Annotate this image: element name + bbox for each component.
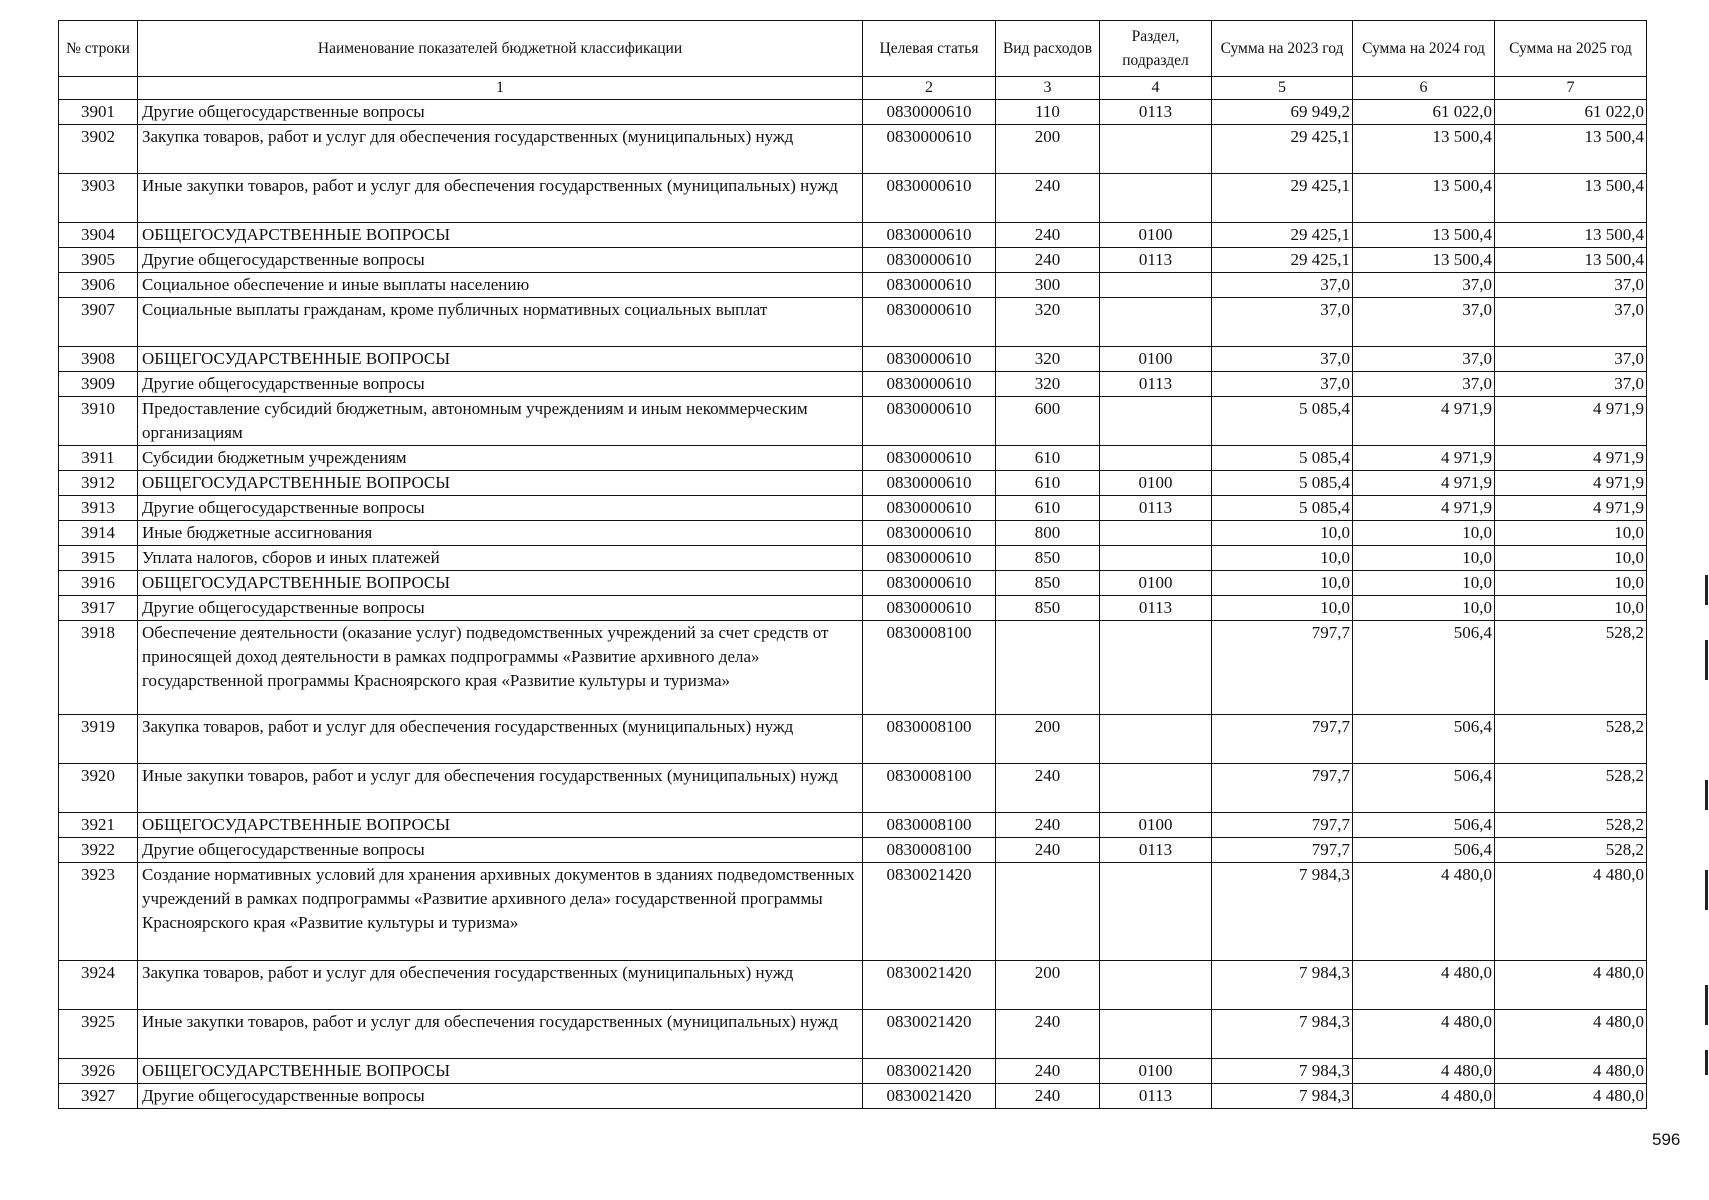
expense-type: 850 (996, 596, 1100, 621)
sum-2025: 10,0 (1495, 521, 1647, 546)
row-name: Предоставление субсидий бюджетным, автономным учреждениям и иным некоммерческим организациям (138, 397, 863, 446)
sum-2023: 37,0 (1212, 273, 1353, 298)
target-article: 0830000610 (863, 471, 996, 496)
row-name: ОБЩЕГОСУДАРСТВЕННЫЕ ВОПРОСЫ (138, 471, 863, 496)
sum-2023: 797,7 (1212, 838, 1353, 863)
table-row (59, 546, 1647, 571)
sum-2025: 13 500,4 (1495, 174, 1647, 223)
header-sum-2023: Сумма на 2023 год (1212, 21, 1353, 77)
table-row (59, 496, 1647, 521)
sum-2024: 506,4 (1353, 838, 1495, 863)
row-number: 3923 (59, 863, 138, 961)
table-body (59, 100, 1647, 1109)
table-row (59, 248, 1647, 273)
table-row (59, 100, 1647, 125)
section-code: 0113 (1100, 1084, 1212, 1109)
table-row (59, 596, 1647, 621)
section-code (1100, 1010, 1212, 1059)
row-name: Другие общегосударственные вопросы (138, 372, 863, 397)
sum-2025: 37,0 (1495, 372, 1647, 397)
column-number-row (59, 77, 1647, 100)
expense-type: 610 (996, 471, 1100, 496)
sum-2024: 10,0 (1353, 596, 1495, 621)
target-article: 0830008100 (863, 838, 996, 863)
sum-2024: 506,4 (1353, 764, 1495, 813)
expense-type (996, 863, 1100, 961)
expense-type: 320 (996, 372, 1100, 397)
expense-type: 110 (996, 100, 1100, 125)
header-row (59, 21, 1647, 77)
sum-2025: 61 022,0 (1495, 100, 1647, 125)
row-name: Субсидии бюджетным учреждениям (138, 446, 863, 471)
table-row (59, 715, 1647, 764)
section-code (1100, 397, 1212, 446)
row-name: Закупка товаров, работ и услуг для обеспечения государственных (муниципальных) нужд (138, 125, 863, 174)
sum-2024: 506,4 (1353, 621, 1495, 715)
header-row-number: № строки (59, 21, 138, 77)
target-article: 0830000610 (863, 125, 996, 174)
table-row (59, 621, 1647, 715)
target-article: 0830008100 (863, 813, 996, 838)
column-number: 3 (996, 77, 1100, 100)
row-number: 3922 (59, 838, 138, 863)
target-article: 0830000610 (863, 372, 996, 397)
row-number: 3907 (59, 298, 138, 347)
sum-2023: 29 425,1 (1212, 174, 1353, 223)
sum-2023: 10,0 (1212, 521, 1353, 546)
target-article: 0830021420 (863, 1084, 996, 1109)
sum-2023: 797,7 (1212, 715, 1353, 764)
target-article: 0830000610 (863, 496, 996, 521)
target-article: 0830021420 (863, 1010, 996, 1059)
scan-edge-mark (1705, 1050, 1708, 1075)
target-article: 0830000610 (863, 223, 996, 248)
row-number: 3910 (59, 397, 138, 446)
row-number: 3925 (59, 1010, 138, 1059)
section-code: 0113 (1100, 372, 1212, 397)
row-name: ОБЩЕГОСУДАРСТВЕННЫЕ ВОПРОСЫ (138, 347, 863, 372)
table-row (59, 1084, 1647, 1109)
sum-2025: 37,0 (1495, 347, 1647, 372)
target-article: 0830000610 (863, 596, 996, 621)
row-number: 3903 (59, 174, 138, 223)
sum-2023: 29 425,1 (1212, 223, 1353, 248)
row-name: Иные бюджетные ассигнования (138, 521, 863, 546)
expense-type: 200 (996, 125, 1100, 174)
sum-2025: 37,0 (1495, 273, 1647, 298)
row-number: 3926 (59, 1059, 138, 1084)
target-article: 0830021420 (863, 961, 996, 1010)
table-row (59, 471, 1647, 496)
row-name: Закупка товаров, работ и услуг для обеспечения государственных (муниципальных) нужд (138, 961, 863, 1010)
sum-2023: 10,0 (1212, 546, 1353, 571)
scan-edge-mark (1705, 640, 1708, 680)
row-name: ОБЩЕГОСУДАРСТВЕННЫЕ ВОПРОСЫ (138, 1059, 863, 1084)
section-code (1100, 125, 1212, 174)
sum-2025: 13 500,4 (1495, 125, 1647, 174)
sum-2025: 528,2 (1495, 813, 1647, 838)
row-number: 3904 (59, 223, 138, 248)
expense-type: 240 (996, 174, 1100, 223)
row-name: Создание нормативных условий для хранения архивных документов в зданиях подведомственных учреждений в рамках подпрограммы «Развитие архивного дела» государственной программы Красноярского края «Развитие культуры и туризма» (138, 863, 863, 961)
column-number: 4 (1100, 77, 1212, 100)
sum-2025: 10,0 (1495, 546, 1647, 571)
expense-type: 240 (996, 764, 1100, 813)
target-article: 0830000610 (863, 174, 996, 223)
header-indicator-name: Наименование показателей бюджетной классификации (138, 21, 863, 77)
target-article: 0830000610 (863, 100, 996, 125)
sum-2025: 4 480,0 (1495, 1010, 1647, 1059)
target-article: 0830000610 (863, 273, 996, 298)
section-code: 0113 (1100, 838, 1212, 863)
sum-2025: 4 971,9 (1495, 397, 1647, 446)
sum-2023: 7 984,3 (1212, 863, 1353, 961)
expense-type: 240 (996, 1059, 1100, 1084)
table-row (59, 838, 1647, 863)
target-article: 0830000610 (863, 347, 996, 372)
sum-2025: 10,0 (1495, 571, 1647, 596)
section-code (1100, 174, 1212, 223)
row-number: 3927 (59, 1084, 138, 1109)
row-number: 3902 (59, 125, 138, 174)
section-code: 0100 (1100, 471, 1212, 496)
target-article: 0830000610 (863, 248, 996, 273)
row-name: ОБЩЕГОСУДАРСТВЕННЫЕ ВОПРОСЫ (138, 223, 863, 248)
sum-2024: 13 500,4 (1353, 174, 1495, 223)
section-code (1100, 961, 1212, 1010)
section-code: 0100 (1100, 347, 1212, 372)
table-row (59, 1010, 1647, 1059)
sum-2023: 69 949,2 (1212, 100, 1353, 125)
sum-2024: 4 971,9 (1353, 471, 1495, 496)
sum-2024: 37,0 (1353, 298, 1495, 347)
table-row (59, 1059, 1647, 1084)
row-name: Иные закупки товаров, работ и услуг для обеспечения государственных (муниципальных) нужд (138, 174, 863, 223)
sum-2023: 5 085,4 (1212, 496, 1353, 521)
target-article: 0830000610 (863, 446, 996, 471)
target-article: 0830021420 (863, 863, 996, 961)
sum-2023: 29 425,1 (1212, 125, 1353, 174)
section-code (1100, 446, 1212, 471)
row-name: Иные закупки товаров, работ и услуг для обеспечения государственных (муниципальных) нужд (138, 764, 863, 813)
target-article: 0830008100 (863, 715, 996, 764)
sum-2025: 4 480,0 (1495, 1059, 1647, 1084)
row-number: 3912 (59, 471, 138, 496)
sum-2025: 4 480,0 (1495, 1084, 1647, 1109)
section-code: 0113 (1100, 496, 1212, 521)
section-code (1100, 764, 1212, 813)
target-article: 0830000610 (863, 571, 996, 596)
expense-type: 240 (996, 1084, 1100, 1109)
section-code (1100, 863, 1212, 961)
row-name: Социальное обеспечение и иные выплаты населению (138, 273, 863, 298)
sum-2024: 4 480,0 (1353, 1010, 1495, 1059)
expense-type: 240 (996, 223, 1100, 248)
expense-type: 800 (996, 521, 1100, 546)
sum-2023: 797,7 (1212, 621, 1353, 715)
expense-type: 600 (996, 397, 1100, 446)
row-name: Другие общегосударственные вопросы (138, 496, 863, 521)
target-article: 0830021420 (863, 1059, 996, 1084)
row-name: Другие общегосударственные вопросы (138, 100, 863, 125)
section-code (1100, 621, 1212, 715)
sum-2025: 37,0 (1495, 298, 1647, 347)
section-code (1100, 273, 1212, 298)
sum-2024: 13 500,4 (1353, 248, 1495, 273)
row-number: 3920 (59, 764, 138, 813)
section-code: 0113 (1100, 596, 1212, 621)
table-row (59, 223, 1647, 248)
sum-2024: 4 480,0 (1353, 1084, 1495, 1109)
column-number: 6 (1353, 77, 1495, 100)
expense-type: 320 (996, 298, 1100, 347)
header-target-article: Целевая статья (863, 21, 996, 77)
expense-type: 240 (996, 248, 1100, 273)
column-number: 1 (138, 77, 863, 100)
expense-type: 300 (996, 273, 1100, 298)
column-number: 5 (1212, 77, 1353, 100)
sum-2025: 13 500,4 (1495, 223, 1647, 248)
sum-2023: 797,7 (1212, 764, 1353, 813)
table-row (59, 764, 1647, 813)
row-name: Другие общегосударственные вопросы (138, 596, 863, 621)
sum-2024: 506,4 (1353, 715, 1495, 764)
sum-2025: 4 971,9 (1495, 471, 1647, 496)
sum-2025: 528,2 (1495, 838, 1647, 863)
target-article: 0830008100 (863, 764, 996, 813)
section-code: 0113 (1100, 100, 1212, 125)
row-number: 3909 (59, 372, 138, 397)
sum-2023: 7 984,3 (1212, 1084, 1353, 1109)
row-number: 3918 (59, 621, 138, 715)
table-row (59, 273, 1647, 298)
column-number (59, 77, 138, 100)
expense-type (996, 621, 1100, 715)
target-article: 0830000610 (863, 298, 996, 347)
target-article: 0830000610 (863, 546, 996, 571)
sum-2023: 37,0 (1212, 298, 1353, 347)
sum-2023: 10,0 (1212, 596, 1353, 621)
sum-2025: 4 971,9 (1495, 446, 1647, 471)
scan-edge-mark (1705, 985, 1708, 1025)
row-number: 3919 (59, 715, 138, 764)
sum-2023: 797,7 (1212, 813, 1353, 838)
sum-2023: 37,0 (1212, 372, 1353, 397)
section-code: 0100 (1100, 223, 1212, 248)
header-sum-2025: Сумма на 2025 год (1495, 21, 1647, 77)
expense-type: 240 (996, 813, 1100, 838)
table-row (59, 347, 1647, 372)
sum-2024: 10,0 (1353, 571, 1495, 596)
row-number: 3908 (59, 347, 138, 372)
sum-2024: 37,0 (1353, 347, 1495, 372)
column-number: 2 (863, 77, 996, 100)
expense-type: 610 (996, 496, 1100, 521)
table-row (59, 298, 1647, 347)
section-code: 0100 (1100, 1059, 1212, 1084)
sum-2025: 10,0 (1495, 596, 1647, 621)
scan-edge-mark (1705, 575, 1708, 605)
section-code (1100, 521, 1212, 546)
row-number: 3917 (59, 596, 138, 621)
sum-2023: 5 085,4 (1212, 397, 1353, 446)
row-name: Обеспечение деятельности (оказание услуг) подведомственных учреждений за счет средств от приносящей доход деятельности в рамках подпрограммы «Развитие архивного дела» государственной программы Красноярского края «Развитие культуры и туризма» (138, 621, 863, 715)
header-sum-2024: Сумма на 2024 год (1353, 21, 1495, 77)
expense-type: 240 (996, 1010, 1100, 1059)
sum-2024: 13 500,4 (1353, 223, 1495, 248)
row-number: 3911 (59, 446, 138, 471)
sum-2024: 61 022,0 (1353, 100, 1495, 125)
sum-2025: 4 480,0 (1495, 961, 1647, 1010)
row-number: 3916 (59, 571, 138, 596)
row-name: ОБЩЕГОСУДАРСТВЕННЫЕ ВОПРОСЫ (138, 813, 863, 838)
sum-2024: 10,0 (1353, 546, 1495, 571)
table-row (59, 813, 1647, 838)
scan-edge-mark (1705, 780, 1708, 810)
sum-2023: 5 085,4 (1212, 471, 1353, 496)
expense-type: 320 (996, 347, 1100, 372)
expense-type: 200 (996, 715, 1100, 764)
sum-2024: 4 480,0 (1353, 961, 1495, 1010)
table-row (59, 446, 1647, 471)
table-row (59, 571, 1647, 596)
table-row (59, 397, 1647, 446)
sum-2024: 4 971,9 (1353, 446, 1495, 471)
budget-table (58, 20, 1647, 1109)
sum-2024: 4 480,0 (1353, 1059, 1495, 1084)
row-name: Другие общегосударственные вопросы (138, 838, 863, 863)
section-code: 0100 (1100, 813, 1212, 838)
sum-2024: 37,0 (1353, 372, 1495, 397)
sum-2025: 528,2 (1495, 715, 1647, 764)
section-code (1100, 546, 1212, 571)
sum-2023: 37,0 (1212, 347, 1353, 372)
sum-2025: 528,2 (1495, 621, 1647, 715)
sum-2024: 13 500,4 (1353, 125, 1495, 174)
sum-2025: 13 500,4 (1495, 248, 1647, 273)
row-name: ОБЩЕГОСУДАРСТВЕННЫЕ ВОПРОСЫ (138, 571, 863, 596)
row-name: Уплата налогов, сборов и иных платежей (138, 546, 863, 571)
table-row (59, 863, 1647, 961)
sum-2024: 37,0 (1353, 273, 1495, 298)
expense-type: 200 (996, 961, 1100, 1010)
column-number: 7 (1495, 77, 1647, 100)
section-code: 0113 (1100, 248, 1212, 273)
row-name: Другие общегосударственные вопросы (138, 248, 863, 273)
sum-2025: 528,2 (1495, 764, 1647, 813)
sum-2023: 5 085,4 (1212, 446, 1353, 471)
row-name: Другие общегосударственные вопросы (138, 1084, 863, 1109)
row-number: 3905 (59, 248, 138, 273)
row-number: 3906 (59, 273, 138, 298)
scan-edge-mark (1705, 870, 1708, 910)
table-row (59, 174, 1647, 223)
header-expense-type: Вид расходов (996, 21, 1100, 77)
expense-type: 610 (996, 446, 1100, 471)
sum-2024: 4 971,9 (1353, 397, 1495, 446)
target-article: 0830000610 (863, 521, 996, 546)
target-article: 0830000610 (863, 397, 996, 446)
expense-type: 850 (996, 571, 1100, 596)
row-number: 3921 (59, 813, 138, 838)
table-row (59, 521, 1647, 546)
sum-2024: 506,4 (1353, 813, 1495, 838)
expense-type: 850 (996, 546, 1100, 571)
section-code (1100, 298, 1212, 347)
section-code (1100, 715, 1212, 764)
sum-2023: 10,0 (1212, 571, 1353, 596)
sum-2023: 7 984,3 (1212, 1059, 1353, 1084)
table-row (59, 961, 1647, 1010)
row-name: Иные закупки товаров, работ и услуг для обеспечения государственных (муниципальных) нужд (138, 1010, 863, 1059)
sum-2023: 7 984,3 (1212, 961, 1353, 1010)
row-number: 3924 (59, 961, 138, 1010)
sum-2024: 4 971,9 (1353, 496, 1495, 521)
row-number: 3915 (59, 546, 138, 571)
row-number: 3913 (59, 496, 138, 521)
page-number: 596 (1652, 1130, 1681, 1149)
row-number: 3901 (59, 100, 138, 125)
sum-2024: 4 480,0 (1353, 863, 1495, 961)
target-article: 0830008100 (863, 621, 996, 715)
sum-2023: 7 984,3 (1212, 1010, 1353, 1059)
header-section: Раздел, подраздел (1100, 21, 1212, 77)
row-name: Закупка товаров, работ и услуг для обеспечения государственных (муниципальных) нужд (138, 715, 863, 764)
row-name: Социальные выплаты гражданам, кроме публичных нормативных социальных выплат (138, 298, 863, 347)
expense-type: 240 (996, 838, 1100, 863)
sum-2025: 4 480,0 (1495, 863, 1647, 961)
section-code: 0100 (1100, 571, 1212, 596)
sum-2023: 29 425,1 (1212, 248, 1353, 273)
sum-2024: 10,0 (1353, 521, 1495, 546)
row-number: 3914 (59, 521, 138, 546)
table-row (59, 125, 1647, 174)
table-row (59, 372, 1647, 397)
sum-2025: 4 971,9 (1495, 496, 1647, 521)
